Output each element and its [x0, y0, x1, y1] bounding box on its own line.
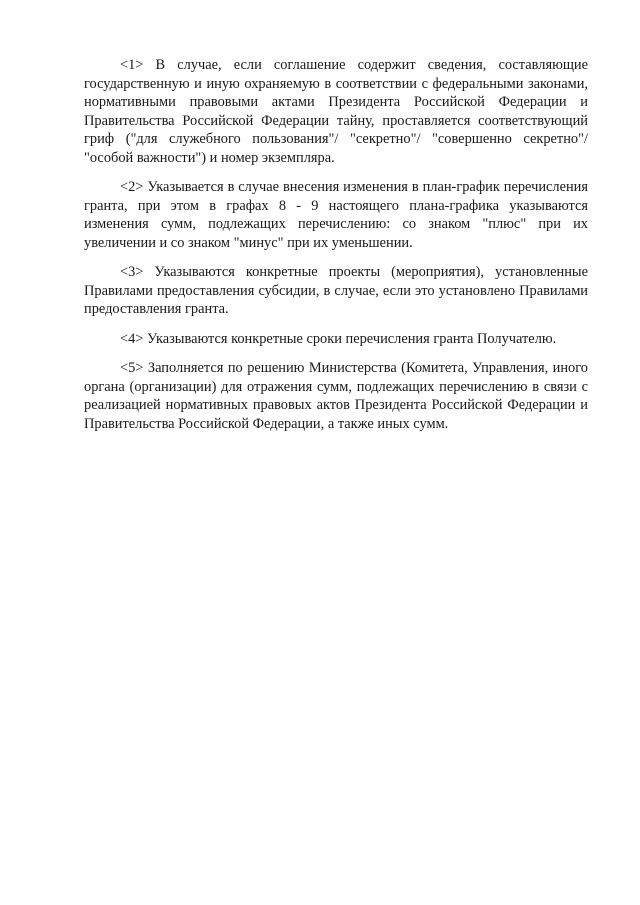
footnote-2: <2> Указывается в случае внесения изменения в план-график перечисления гранта, при этом в графах 8 - 9 настоящего плана-графика указываются изменения сумм, подлежащих перечислению: со знаком "плюс" при их увеличении и со знаком "минус" при их уменьшении. — [84, 179, 588, 251]
footnote-4: <4> Указываются конкретные сроки перечисления гранта Получателю. — [120, 330, 557, 347]
footnote-1: <1> В случае, если соглашение содержит сведения, составляющие государственную и иную охраняемую в соответствии с федеральными законами, нормативными правовыми актами Президента Российской Федерации и Правительства Российской Федерации тайну, проставляется соответствующий гриф ("для служебного пользования"/ "секретно"/ "совершенно секретно"/ "особой важности") и номер экземпляра. — [84, 57, 588, 166]
footnote-3: <3> Указываются конкретные проекты (мероприятия), установленные Правилами предоставления субсидии, в случае, если это установлено Правилами предоставления гранта. — [84, 264, 588, 317]
footnotes-block — [84, 56, 588, 444]
footnote-5: <5> Заполняется по решению Министерства (Комитета, Управления, иного органа (организации) для отражения сумм, подлежащих перечислению в связи с реализацией нормативных правовых актов Президента Российской Федерации и Правительства Российской Федерации, а также иных сумм. — [84, 360, 588, 432]
